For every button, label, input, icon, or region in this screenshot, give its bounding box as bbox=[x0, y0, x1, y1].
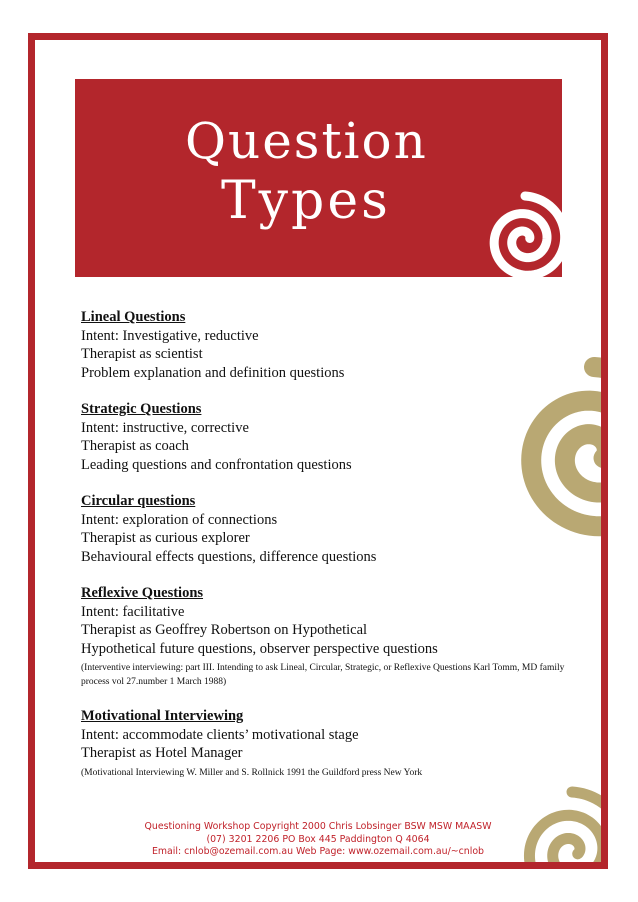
section-motivational bbox=[81, 707, 571, 780]
section-circular bbox=[81, 492, 571, 566]
section-heading: Lineal Questions bbox=[81, 309, 186, 325]
section-line: Therapist as curious explorer bbox=[81, 530, 250, 546]
section-line: Therapist as scientist bbox=[81, 346, 203, 362]
section-line: Intent: Investigative, reductive bbox=[81, 327, 259, 344]
section-line: Leading questions and confrontation questions bbox=[81, 456, 352, 473]
section-line: Intent: facilitative bbox=[81, 603, 185, 620]
footer-credits bbox=[35, 821, 601, 859]
section-reflexive bbox=[81, 584, 571, 689]
section-line: Intent: accommodate clients’ motivational stage bbox=[81, 726, 359, 743]
section-lineal bbox=[81, 308, 571, 382]
section-line: Intent: instructive, corrective bbox=[81, 419, 249, 436]
page-frame bbox=[28, 33, 608, 869]
reference-note: (Interventive interviewing: part III. Intending to ask Lineal, Circular, Strategic, or Reflexive Questions Karl Tomm, MD family process vol 27.number 1 March 1988) bbox=[81, 663, 565, 687]
section-heading: Circular questions bbox=[81, 493, 196, 509]
section-line: Behavioural effects questions, difference questions bbox=[81, 548, 377, 565]
section-line: Therapist as Geoffrey Robertson on Hypothetical bbox=[81, 622, 368, 638]
white-spiral-decoration bbox=[475, 190, 575, 290]
title-line-2: Types bbox=[221, 171, 391, 231]
reference-note: (Motivational Interviewing W. Miller and S. Rollnick 1991 the Guildford press New York bbox=[81, 767, 423, 778]
footer-links: Email: cnlob@ozemail.com.au Web Page: www.ozemail.com.au/~cnlob bbox=[151, 846, 485, 857]
section-line: Therapist as Hotel Manager bbox=[81, 745, 243, 761]
section-strategic bbox=[81, 400, 571, 474]
section-line: Hypothetical future questions, observer perspective questions bbox=[81, 640, 438, 657]
footer-copyright: Questioning Workshop Copyright 2000 Chris Lobsinger BSW MSW MAASW bbox=[144, 821, 492, 832]
question-types-content bbox=[81, 308, 571, 798]
section-line: Intent: exploration of connections bbox=[81, 511, 278, 528]
section-heading: Motivational Interviewing bbox=[81, 708, 244, 724]
section-line: Therapist as coach bbox=[81, 438, 189, 454]
section-line: Problem explanation and definition questions bbox=[81, 364, 345, 381]
footer-contact: (07) 3201 2206 PO Box 445 Paddington Q 4064 bbox=[206, 833, 430, 845]
section-heading: Strategic Questions bbox=[81, 401, 202, 417]
section-heading: Reflexive Questions bbox=[81, 585, 204, 601]
title-line-1: Question bbox=[185, 112, 428, 170]
